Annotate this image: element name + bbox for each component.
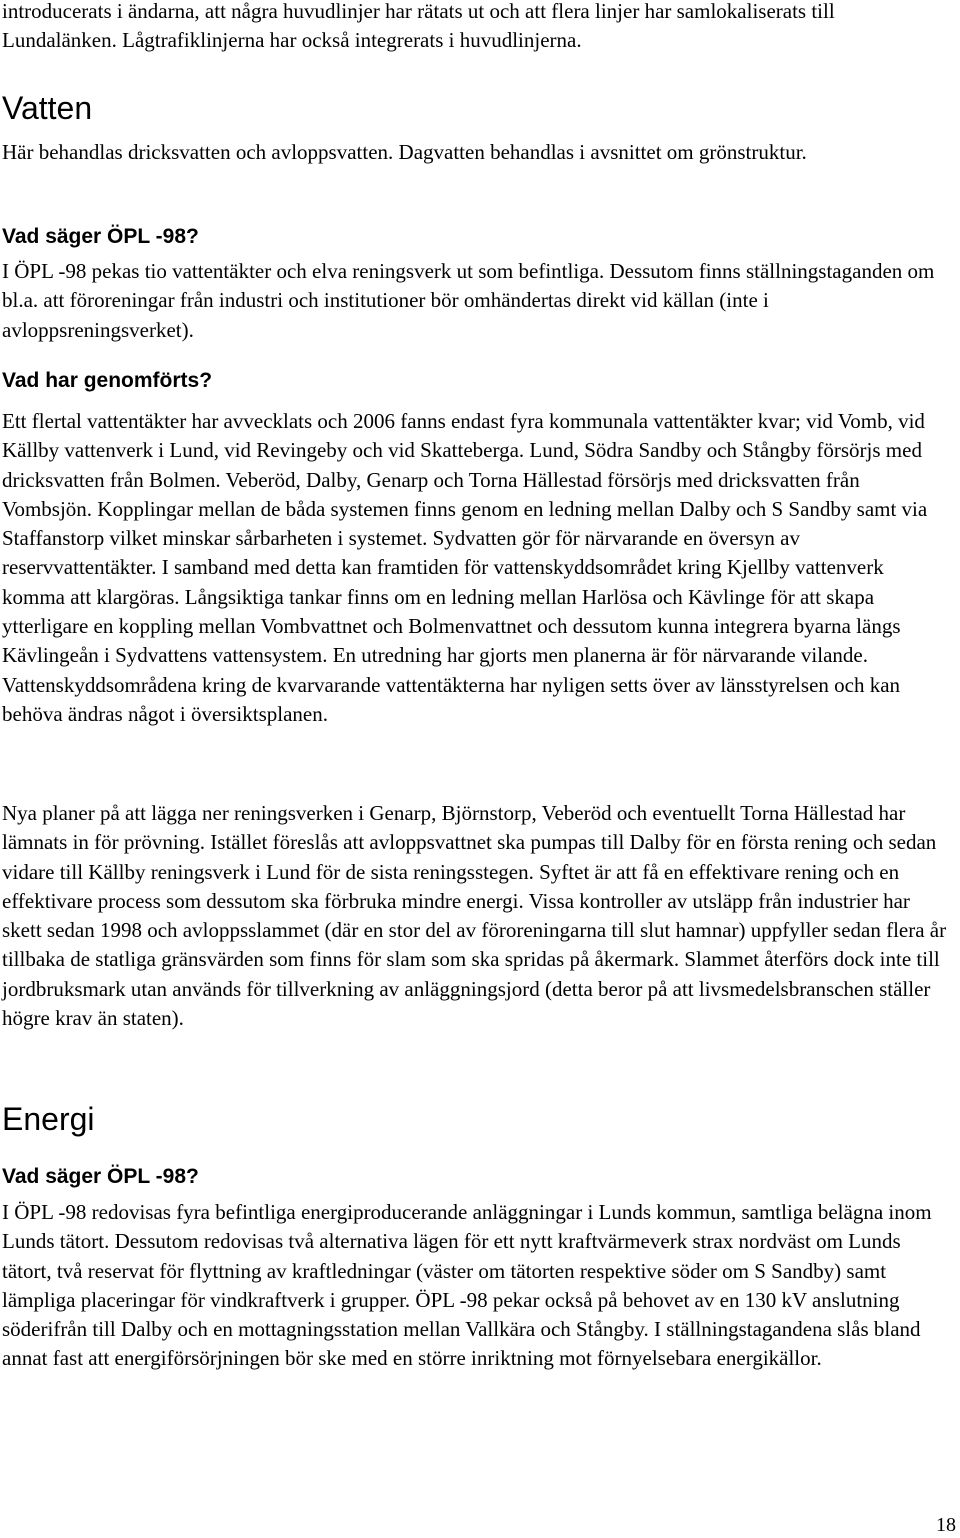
subheading-energi-opl: Vad säger ÖPL -98? [2, 1165, 199, 1188]
energi-opl-paragraph: I ÖPL -98 redovisas fyra befintliga energiproducerande anläggningar i Lunds kommun, samtliga belägna inom Lunds tätort. Dessutom redovisas två alternativa lägen för ett nytt kraftvärmeverk strax nordväst om Lunds tätort, två reservat för flyttning av kraftledningar (väster om tätorten respektive söder om S Sandby) samt lämpliga placeringar för vindkraftverk i grupper. ÖPL -98 pekar också på behovet av en 130 kV anslutning söderifrån till Dalby och en mottagningsstation mellan Vallkära och Stångby. I ställningstagandena slås bland annat fast att energiförsörjningen bör ske med en större inriktning mot förnyelsebara energikällor. [2, 1200, 932, 1371]
intro-paragraph: introducerats i ändarna, att några huvudlinjer har rätats ut och att flera linjer har samlokaliserats till Lundalänken. Lågtrafiklinjerna har också integrerats i huvudlinjerna. [2, 0, 835, 53]
section-heading-energi: Energi [2, 1101, 95, 1137]
vatten-genomfort-paragraph-2: Nya planer på att lägga ner reningsverken i Genarp, Björnstorp, Veberöd och eventuellt Torna Hällestad har lämnats in för prövning. Istället föreslås att avloppsvattnet ska pumpas till Dalby för en första rening och sedan vidare till Källby reningsverk i Lund för de sista reningsstegen. Syftet är att få en effektivare rening och en effektivare process som dessutom ska förbruka mindre energi. Vissa kontroller av utsläpp från industrier har skett sedan 1998 och avloppsslammet (där en stor del av föroreningarna till slut hamnar) uppfyller sedan flera år tillbaka de statliga gränsvärden som finns för slam som ska spridas på åkermark. Slammet återförs dock inte till jordbruksmark utan används för tillverkning av anläggningsjord (detta beror på att livsmedelsbranschen ställer högre krav än staten). [2, 801, 947, 1031]
vatten-intro-paragraph: Här behandlas dricksvatten och avloppsvatten. Dagvatten behandlas i avsnittet om grönstruktur. [2, 140, 807, 164]
vatten-opl-paragraph: I ÖPL -98 pekas tio vattentäkter och elva reningsverk ut som befintliga. Dessutom finns ställningstaganden om bl.a. att föroreningar från industri och institutioner bör omhändertas direkt vid källan (inte i avloppsreningsverket). [2, 259, 935, 342]
vatten-genomfort-paragraph-1: Ett flertal vattentäkter har avvecklats och 2006 fanns endast fyra kommunala vattentäkter kvar; vid Vomb, vid Källby vattenverk i Lund, vid Revingeby och vid Skatteberga. Lund, Södra Sandby och Stångby försörjs med dricksvatten från Bolmen. Veberöd, Dalby, Genarp och Torna Hällestad försörjs med dricksvatten från Vombsjön. Kopplingar mellan de båda systemen finns genom en ledning mellan Dalby och S Sandby samt via Staffanstorp vilket minskar sårbarheten i systemet. Sydvatten gör för närvarande en översyn av reservvattentäkter. I samband med detta kan framtiden för vattenskyddsområdet kring Kjellby vattenverk komma att klargöras. Långsiktiga tankar finns om en ledning mellan Harlösa och Kävlinge för att skapa ytterligare en koppling mellan Vombvattnet och Bolmenvattnet och dessutom kunna integrera byarna längs Kävlingeån i Sydvattens vattensystem. En utredning har gjorts men planerna är för närvarande vilande. Vattenskyddsområdena kring de kvarvarande vattentäkterna har nyligen setts över av länsstyrelsen och kan behöva ändras något i översiktsplanen. [2, 409, 928, 726]
subheading-vatten-opl: Vad säger ÖPL -98? [2, 225, 199, 248]
subheading-vatten-genomfort: Vad har genomförts? [2, 369, 213, 392]
section-heading-vatten: Vatten [2, 90, 93, 126]
page-number: 18 [936, 1514, 956, 1536]
